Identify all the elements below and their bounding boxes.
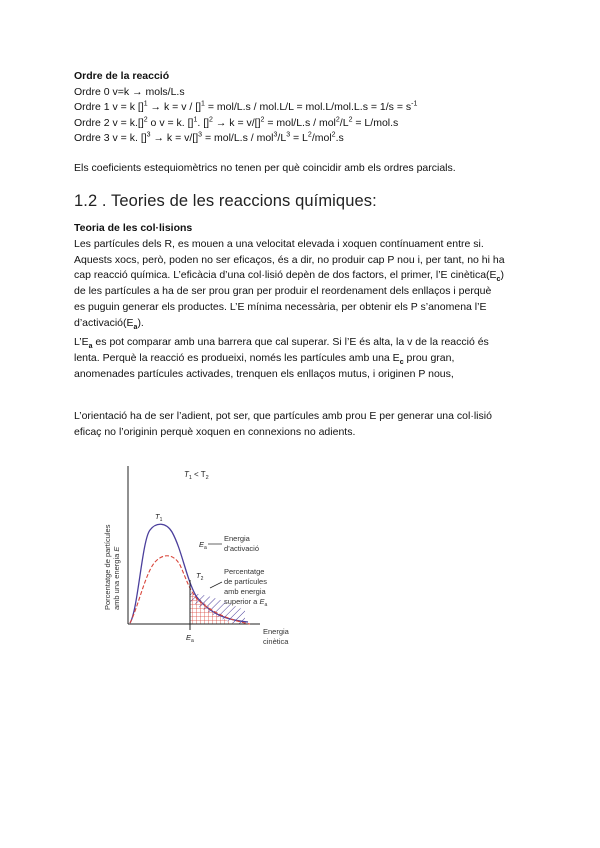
order-3-line: Ordre 3 v = k. $[]^3 \to k = v/[]^3 = mol/L.s / mol^3/L^3 = L^2/mol^2.s$ — [74, 131, 344, 144]
pct-pointer — [210, 582, 222, 588]
para3-line: L’orientació ha de ser l’adient, pot ser, que partícules amb prou E per generar una col·lisió — [74, 410, 492, 422]
legend-ea-text-2: d’activació — [224, 544, 260, 553]
legend-pct-text-1: Percentatge — [224, 567, 265, 576]
x-axis-label-line-2: cinètica — [263, 637, 289, 646]
para1-line: cap reacció química. L’eficàcia d’una col·lisió depèn de dos factors, el primer, l’E $cinètica(E_c)$ — [74, 269, 504, 284]
chart-title: $T_1 < T_2$ — [184, 470, 209, 481]
para2-line: lenta. Perquè la reacció es produeixi, només les partícules amb una $E_c$ prou gran, — [74, 351, 455, 366]
para1-line: de les partícules a ha de ser prou gran per produir el reordenament dels enllaços i perquè — [74, 285, 492, 298]
legend-pct-text-4: superior a $E_a$ — [224, 597, 268, 608]
para1-line: es puguin generar els productes. L’E mínima necessària, per obtenir els P s’anomena l’E — [74, 300, 487, 313]
legend-pct-text-2: de partícules — [224, 577, 267, 586]
y-axis-label-line-2: amb una energia E — [112, 546, 121, 610]
para1-line: $d’activació(E_a)$. — [74, 316, 144, 331]
section-heading: 1.2 . Teories de les reaccions químiques: — [74, 192, 377, 210]
legend-ea-text-1: Energia — [224, 534, 250, 543]
orders-title: Ordre de la reacció — [74, 70, 170, 82]
x-axis-label-line-1: Energia — [263, 627, 289, 636]
y-axis-label-line-1: Porcentatge de partícules — [103, 524, 112, 610]
x-axis-ea-tick: $E_a$ — [186, 633, 194, 644]
para1-line: Les partícules dels R, es mouen a una velocitat elevada i xoquen contínuament entre si. — [74, 237, 484, 250]
legend-pct-text-3: amb energia — [224, 587, 266, 596]
legend-ea-symbol: $E_a$ — [199, 540, 207, 551]
para1-line: Aquests xocs, però, poden no ser eficaços, és a dir, no produir cap P nou i, per tant, no hi ha — [74, 253, 505, 266]
order-2-line: Ordre 2 v = k.[]$^2$ o v = k. []$^1$. $[]^2 \to k = v/[]^2 = mol/L.s / mol^2/L^2 = L/mol.s$ — [74, 116, 399, 129]
para3-line: eficaç no l’originin perquè xoquen en connexions no adients. — [74, 425, 356, 438]
coefficients-note: Els coeficients estequiomètrics no tenen per què coincidir amb els ordres parcials. — [74, 162, 456, 174]
para2-line: anomenades partícules activades, trenquen els enllaços mutus, i originen P nous, — [74, 367, 454, 380]
order-1-line: Ordre 1 v = k $[]^1 \to k = v / []^1 = mol/L.s / mol.L/L = mol.L/mol.L.s = 1/s = s^{-1}$ — [74, 100, 418, 113]
series-t1-label: $T_1$ — [155, 512, 163, 523]
collision-theory-title: Teoria de les col·lisions — [74, 222, 193, 234]
para2-line: $L’E_a$ es pot comparar amb una barrera que cal superar. Si l’E és alta, la v de la reacció és — [74, 336, 489, 351]
order-0-line: Ordre 0 v=k → mols/L.s — [74, 85, 185, 98]
series-t2-label: $T_2$ — [196, 571, 204, 582]
